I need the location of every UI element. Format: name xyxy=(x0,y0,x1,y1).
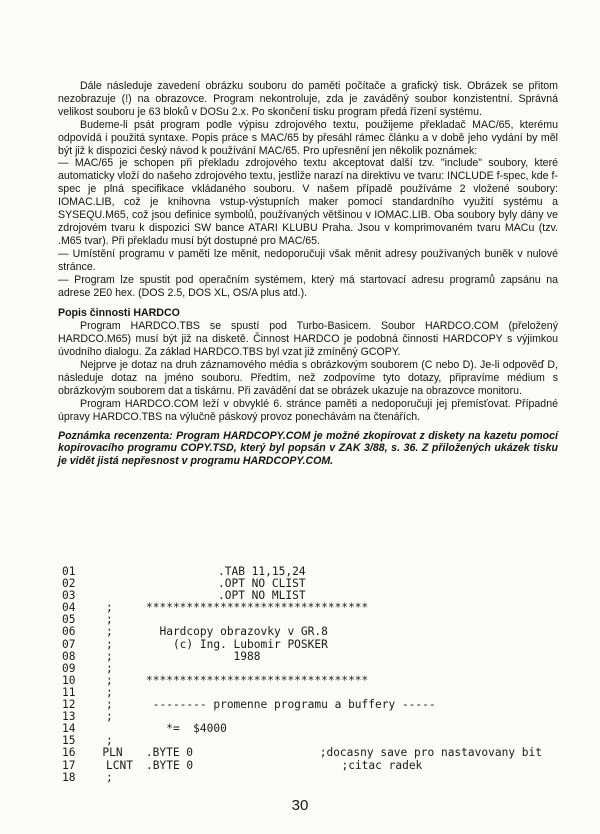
code-comment: ;docasny save pro nastavovany bit xyxy=(306,746,542,760)
code-comment xyxy=(328,602,542,614)
code-line xyxy=(62,711,542,723)
line-number: 14 xyxy=(62,722,76,736)
code-argument xyxy=(205,747,306,759)
code-line xyxy=(62,602,542,614)
code-operation: .BYTE 0 xyxy=(139,746,194,760)
code-argument xyxy=(218,602,328,614)
code-comment xyxy=(328,566,542,578)
code-operation: Hardcopy obrazovky v GR.8 xyxy=(146,625,328,639)
code-comment xyxy=(328,699,542,711)
code-comment xyxy=(328,626,542,638)
code-argument xyxy=(218,626,328,638)
code-operation: .BYTE 0 xyxy=(146,758,194,772)
code-label: LCNT xyxy=(106,758,133,772)
reviewer-note-text: Program HARDCOPY.COM je možné zkopírovat z diskety na kazetu pomocí kopírovacího programu COPY.TSD, který byl popsán v ZAK 3/88, s. 36. Z přiložených ukázek tisku je vidět jistá nepřesnost v programu HARDCOPY.COM. xyxy=(58,429,558,468)
code-comment xyxy=(328,651,542,663)
code-operation: 1988 xyxy=(146,649,261,663)
code-line xyxy=(62,772,542,784)
line-number: 17 xyxy=(62,758,76,772)
code-label: ; xyxy=(106,734,113,748)
code-operation: *= $4000 xyxy=(146,722,227,736)
line-number: 06 xyxy=(62,625,76,639)
article-text xyxy=(58,80,558,468)
code-line xyxy=(62,723,542,735)
line-number: 10 xyxy=(62,673,76,687)
code-line xyxy=(62,651,542,663)
code-comment xyxy=(328,772,542,784)
code-argument xyxy=(218,651,328,663)
code-line xyxy=(62,626,542,638)
code-label xyxy=(106,566,146,578)
line-number: 02 xyxy=(62,577,76,591)
code-label: PLN xyxy=(102,746,123,760)
line-number: 03 xyxy=(62,589,76,603)
line-number: 09 xyxy=(62,661,76,675)
line-number: 04 xyxy=(62,601,76,615)
code-operation: (c) Ing. Lubomir POSKER xyxy=(146,637,328,651)
paragraph: Program HARDCO.COM leží v obvyklé 6. stránce paměti a nedoporučuji jej přemísťovat. Případné úpravy HARDCO.TBS na výlučně páskový provoz ponechávám na čtenářích. xyxy=(58,397,558,423)
code-argument xyxy=(218,760,328,772)
line-number: 11 xyxy=(62,685,76,699)
code-label: ; xyxy=(106,673,113,687)
line-number: 15 xyxy=(62,734,76,748)
code-label: ; xyxy=(106,685,113,699)
code-label xyxy=(106,578,146,590)
code-argument xyxy=(218,675,328,687)
code-label: ; xyxy=(106,601,113,615)
source-code-listing xyxy=(62,566,542,784)
code-label: ; xyxy=(106,698,113,712)
code-label: ; xyxy=(106,661,113,675)
code-operation: -------- promenne programu a buffery ----- xyxy=(146,698,436,712)
line-number: 05 xyxy=(62,613,76,627)
code-label: ; xyxy=(106,637,113,651)
code-argument: .OPT NO CLIST xyxy=(218,577,306,591)
line-number: 07 xyxy=(62,637,76,651)
line-number: 18 xyxy=(62,770,76,784)
code-label: ; xyxy=(106,770,113,784)
list-item: — Umístění programu v paměti lze měnit, nedoporučuji však měnit adresy používaných buněk v nulové stránce. xyxy=(58,247,558,273)
code-operation xyxy=(146,772,218,784)
code-argument: .TAB 11,15,24 xyxy=(218,565,306,578)
reviewer-note xyxy=(58,430,558,469)
code-comment xyxy=(328,614,542,626)
code-operation: ********************************* xyxy=(146,601,369,615)
list-item: — MAC/65 je schopen při překladu zdrojového textu akceptovat další tzv. "include" soubory, které automaticky vloží do našeho zdrojového textu, jestliže narazí na direktivu ve tvaru: INCLUDE f-spec, kde f-spec je plná specifikace vkládaného souboru. V našem případě používáme 2 vložené soubory: IOMAC.LIB, což je knihovna vstup-výstupních maker pomocí standardního využití systému a SYSEQU.M65, což jsou definice symbolů, používaných většinou v IOMAC.LIB. Oba soubory byly dány ve zdrojovém tvaru k dispozici SW bance ATARI KLUBU Praha. Jsou v komprimovaném tvaru MACu (tzv. .M65 tvar). Při překladu musí být dostupné pro MAC/65. xyxy=(58,157,558,247)
code-comment xyxy=(328,639,542,651)
line-number: 16 xyxy=(62,746,76,760)
code-label: ; xyxy=(106,710,113,724)
paragraph: Program HARDCO.TBS se spustí pod Turbo-Basicem. Soubor HARDCO.COM (přeložený HARDCO.M65) musí být již na disketě. Činnost HARDCO je podobná činnosti HARDCOPY s výjimkou úvodního dialogu. Za základ HARDCO.TBS byl vzat již zmíněný GCOPY. xyxy=(58,320,558,359)
paragraph: Budeme-li psát program podle výpisu zdrojového textu, použijeme překladač MAC/65, kterému odpovídá i použitá syntaxe. Popis práce s MAC/65 by přesáhl rámec článku a v době jeho vydání by měl být již k dispozici český návod k používání MAC/65. Pro upřesnění jen několik poznámek: xyxy=(58,118,558,157)
code-argument xyxy=(218,639,328,651)
code-operation xyxy=(146,566,218,578)
code-comment xyxy=(328,578,542,590)
code-label: ; xyxy=(106,613,113,627)
code-comment: ;citac radek xyxy=(328,758,423,772)
line-number: 08 xyxy=(62,649,76,663)
code-label: ; xyxy=(106,625,113,639)
code-line xyxy=(62,699,542,711)
code-line xyxy=(62,747,542,759)
code-line xyxy=(62,675,542,687)
code-argument xyxy=(218,723,328,735)
line-number: 01 xyxy=(62,565,76,578)
section-heading: Popis činnosti HARDCO xyxy=(58,307,180,320)
code-argument: .OPT NO MLIST xyxy=(218,589,306,603)
code-operation: ********************************* xyxy=(146,673,369,687)
code-operation xyxy=(146,578,218,590)
line-number: 12 xyxy=(62,698,76,712)
page-number: 30 xyxy=(291,797,309,814)
code-argument xyxy=(218,772,328,784)
code-label: ; xyxy=(106,649,113,663)
code-argument xyxy=(218,711,328,723)
reviewer-note-label: Poznámka recenzenta: xyxy=(58,429,173,442)
code-comment xyxy=(328,711,542,723)
paragraph: Nejprve je dotaz na druh záznamového média s obrázkovým souborem (C nebo D). Je-li odpověď D, následuje dotaz na jméno souboru. Předtím, než zodpovíme tyto dotazy, připravíme médium s obrázkovým souborem dat a tiskárnu. Při zavádění dat se obrázek ukazuje na obrazovce monitoru. xyxy=(58,359,558,397)
code-line xyxy=(62,760,542,772)
paragraph: Dále následuje zavedení obrázku souboru do paměti počítače a grafický tisk. Obrázek se přitom nezobrazuje (!) na obrazovce. Program nekontroluje, zda je zaváděný soubor konzistentní. Správná velikost souboru je 63 bloků v DOSu 2.x. Po skončení tisku program předá řízení systému. xyxy=(58,80,558,118)
line-number: 13 xyxy=(62,710,76,724)
code-argument xyxy=(218,699,328,711)
code-line xyxy=(62,639,542,651)
code-comment xyxy=(328,723,542,735)
code-comment xyxy=(328,675,542,687)
list-item: — Program lze spustit pod operačním systémem, který má startovací adresu programů zapsánu na adrese 2E0 hex. (DOS 2.5, DOS XL, OS/A plus atd.). xyxy=(58,273,558,299)
